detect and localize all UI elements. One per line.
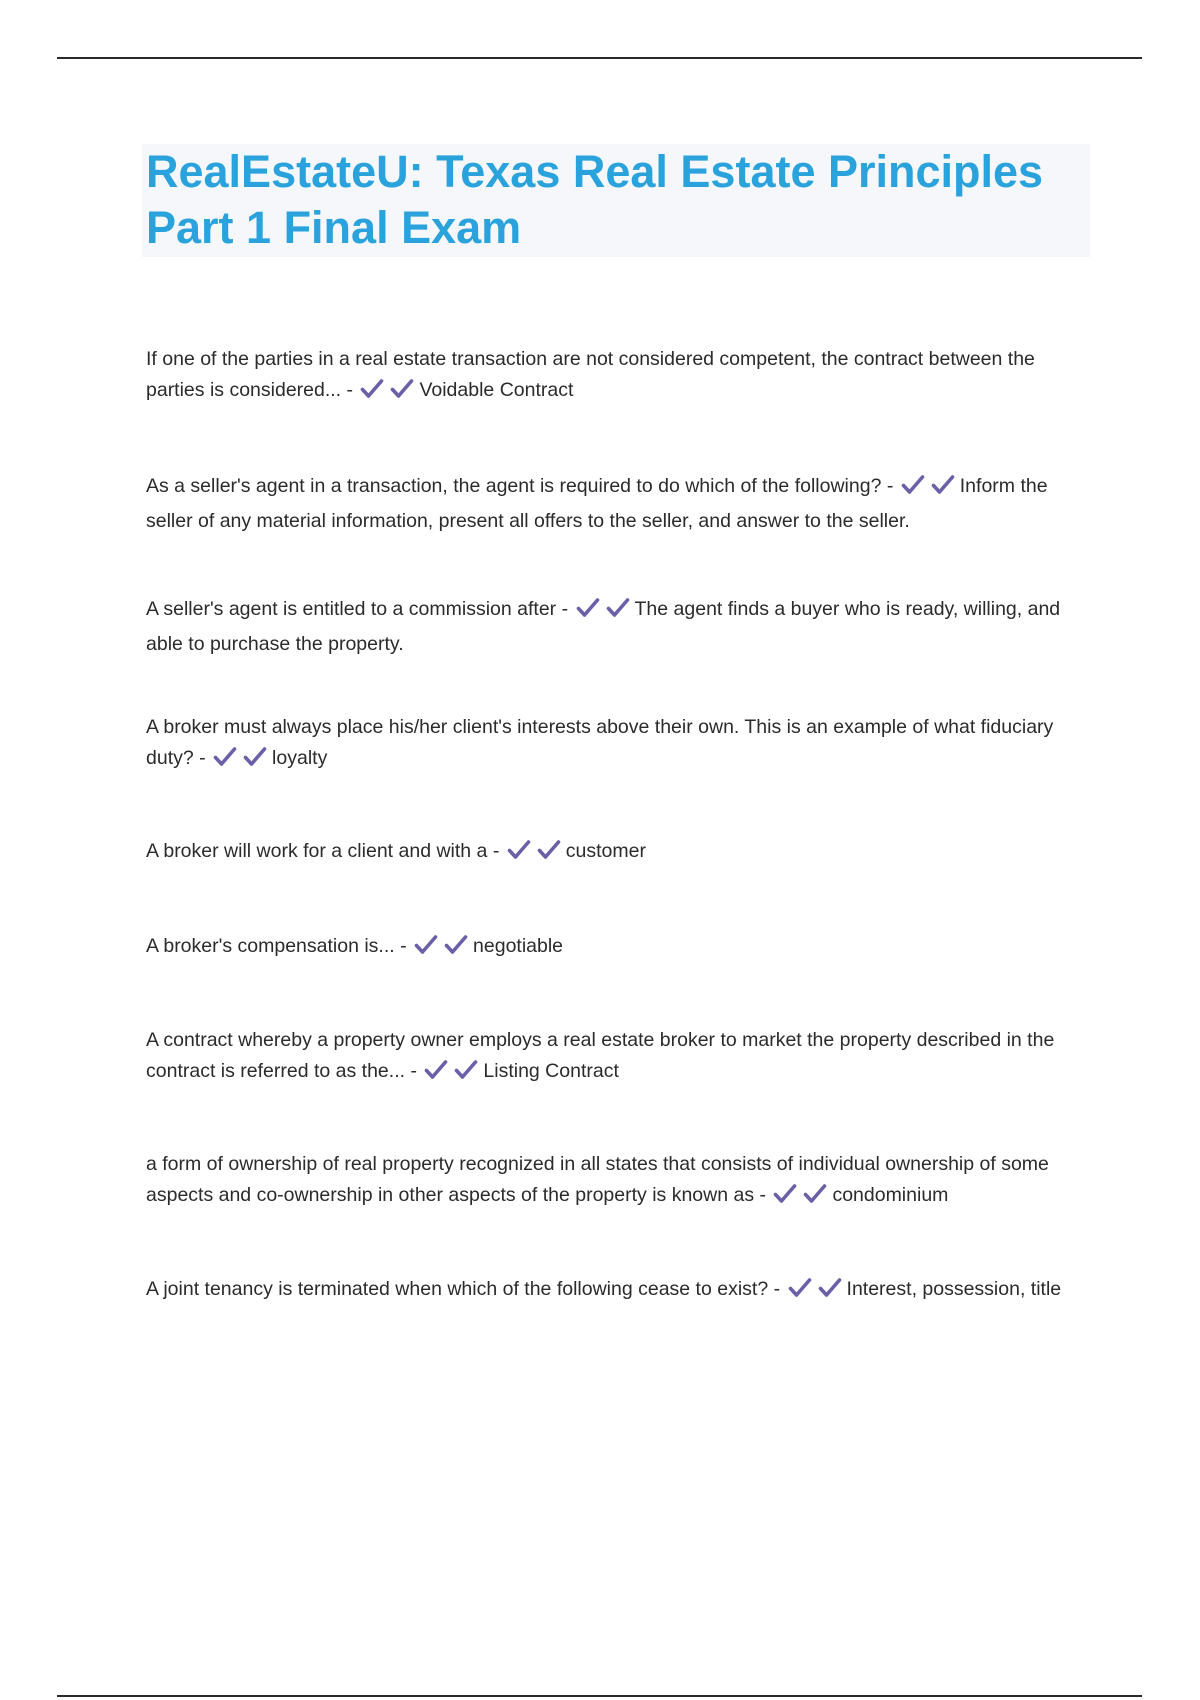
answer-marker [213, 746, 269, 778]
separator: - [400, 935, 407, 957]
qa-item [146, 344, 1096, 410]
answer-marker [773, 1183, 829, 1215]
check-icon [213, 746, 237, 768]
separator: - [410, 1060, 417, 1082]
separator: - [886, 475, 894, 497]
separator: - [759, 1184, 767, 1206]
answer-marker [576, 597, 632, 629]
check-icon [576, 597, 600, 619]
document-title: RealEstateU: Texas Real Estate Principles Part 1 Final Exam [146, 146, 1044, 253]
check-icon [424, 1059, 448, 1081]
check-icon [360, 378, 384, 400]
qa-item [146, 931, 1096, 966]
check-icon [773, 1183, 797, 1205]
answer-marker [414, 934, 470, 966]
answer-text: condominium [832, 1184, 949, 1206]
question-text: A seller's agent is entitled to a commission after [146, 598, 557, 620]
answer-marker [901, 474, 957, 506]
check-icon [818, 1277, 842, 1299]
answer-text: customer [565, 840, 646, 862]
separator: - [346, 379, 354, 401]
qa-item [146, 1149, 1096, 1215]
answer-text: Listing Contract [483, 1060, 619, 1082]
separator: - [199, 747, 206, 769]
qa-item [146, 471, 1096, 537]
check-icon [243, 746, 267, 768]
answer-marker [360, 378, 416, 410]
check-icon [606, 597, 630, 619]
answer-marker [424, 1059, 480, 1091]
answer-marker [507, 839, 563, 871]
check-icon [507, 839, 531, 861]
qa-item [146, 1025, 1096, 1091]
qa-item [146, 712, 1096, 778]
separator: - [773, 1278, 781, 1300]
question-text: A broker must always place his/her client's interests above their own. This is an example of what fiduciary duty? [146, 716, 1054, 769]
qa-item [146, 836, 1096, 871]
top-divider [57, 57, 1142, 59]
question-text: a form of ownership of real property recognized in all states that consists of individual ownership of some aspects and co-ownership in other aspects of the property is known as [146, 1153, 1049, 1206]
check-icon [414, 934, 438, 956]
title-banner [142, 144, 1090, 257]
question-text: A joint tenancy is terminated when which of the following cease to exist? [146, 1278, 769, 1300]
question-text: As a seller's agent in a transaction, the agent is required to do which of the following? [146, 475, 882, 497]
check-icon [444, 934, 468, 956]
question-text: A broker will work for a client and with a [146, 840, 488, 862]
answer-text: Inform the seller of any material information, present all offers to the seller, and answer to the seller. [146, 475, 1048, 532]
bottom-divider [57, 1695, 1142, 1697]
answer-text: loyalty [272, 747, 328, 769]
question-text: A contract whereby a property owner employs a real estate broker to market the property described in the contract is referred to as the... [146, 1029, 1055, 1082]
question-text: If one of the parties in a real estate transaction are not considered competent, the contract between the parties is considered... [146, 348, 1035, 401]
check-icon [390, 378, 414, 400]
check-icon [901, 474, 925, 496]
separator: - [492, 840, 500, 862]
qa-item [146, 594, 1096, 660]
answer-text: The agent finds a buyer who is ready, willing, and able to purchase the property. [146, 598, 1061, 655]
answer-text: Voidable Contract [419, 379, 574, 401]
check-icon [803, 1183, 827, 1205]
answer-marker [788, 1277, 844, 1309]
check-icon [537, 839, 561, 861]
answer-text: Interest, possession, title [846, 1278, 1062, 1300]
check-icon [454, 1059, 478, 1081]
check-icon [788, 1277, 812, 1299]
answer-text: negotiable [473, 935, 564, 957]
check-icon [931, 474, 955, 496]
question-text: A broker's compensation is... [146, 935, 395, 957]
qa-item [146, 1274, 1096, 1309]
separator: - [561, 598, 569, 620]
